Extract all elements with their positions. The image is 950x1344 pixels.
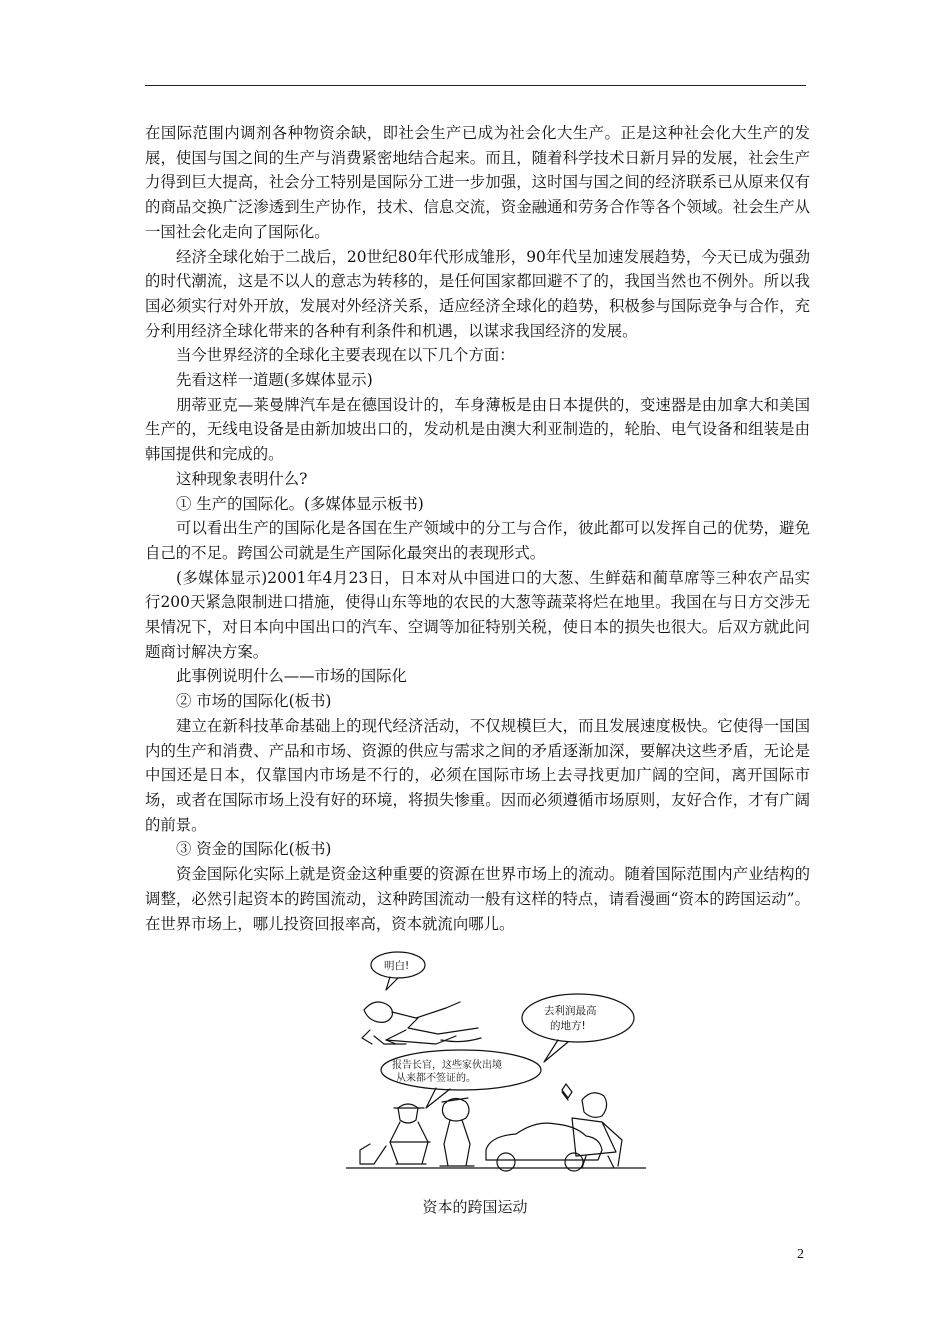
businessman-figure [562, 1084, 616, 1156]
section-heading: ② 市场的国际化(板书) [176, 692, 332, 711]
page-number: 2 [797, 1247, 804, 1262]
body-text [145, 121, 810, 936]
car-figure [486, 1123, 602, 1160]
flying-figure [364, 1002, 392, 1022]
man-figure [440, 1098, 474, 1166]
figure-caption: 资本的跨国运动 [422, 1198, 528, 1216]
paragraph: 这种现象表明什么? [176, 469, 308, 488]
paragraph: 经济全球化始于二战后，20世纪80年代形成雏形，90年代呈加速发展趋势，今天已成为强劲的时代潮流，这是不以人的意志为转移的，是任何国家都回避不了的，我国当然也不例外。所以我国必须实行对外开放，发展对外经济关系，适应经济全球化的趋势，积极参与国际竞争与合作，充分利用经济全球化带来的各种有利条件和机遇，以谋求我国经济的发展。 [145, 247, 810, 340]
speech-bubble [522, 994, 634, 1042]
header-rule [145, 85, 806, 86]
cartoon-illustration [346, 950, 646, 1178]
bubble-text: 去利润最高 [544, 1005, 597, 1017]
bubble-text: 明白! [384, 960, 410, 972]
paragraph: 可以看出生产的国际化是各国在生产领域中的分工与合作，彼此都可以发挥自己的优势，避免自己的不足。跨国公司就是生产国际化最突出的表现形式。 [145, 519, 810, 562]
soldier-figure [390, 1104, 430, 1164]
bubble-text: 报告长官，这些家伙出境 [392, 1060, 502, 1071]
paragraph: 当今世界经济的全球化主要表现在以下几个方面： [176, 346, 515, 365]
paragraph: 朋蒂亚克—莱曼牌汽车是在德国设计的，车身薄板是由日本提供的，变速器是由加拿大和美国生产的，无线电设备是由新加坡出口的，发动机是由澳大利亚制造的，轮胎、电气设备和组装是由韩国提供和完成的。 [145, 395, 810, 464]
bubble-text: 的地方! [550, 1020, 586, 1032]
section-heading: ③ 资金的国际化(板书) [176, 840, 332, 859]
paragraph: 此事例说明什么——市场的国际化 [176, 667, 407, 686]
section-heading: ① 生产的国际化。(多媒体显示板书) [176, 494, 424, 513]
paragraph: 资金国际化实际上就是资金这种重要的资源在世界市场上的流动。随着国际范围内产业结构的调整，必然引起资本的跨国流动，这种跨国流动一般有这样的特点，请看漫画“资本的跨国运动”。在世界市场上，哪儿投资回报率高，资本就流向哪儿。 [145, 865, 810, 933]
paragraph: (多媒体显示)2001年4月23日，日本对从中国进口的大葱、生鲜菇和蔺草席等三种农产品实行200天紧急限制进口措施，使得山东等地的农民的大葱等蔬菜将烂在地里。我国在与日方交涉无果情况下，对日本向中国出口的汽车、空调等加征特别关税，使日本的损失也很大。后双方就此问题商讨解决方案。 [145, 568, 810, 661]
paragraph: 在国际范围内调剂各种物资余缺，即社会生产已成为社会化大生产。正是这种社会化大生产的发展，使国与国之间的生产与消费紧密地结合起来。而且，随着科学技术日新月异的发展，社会生产力得到巨大提高，社会分工特别是国际分工进一步加强，这时国与国之间的经济联系已从原来仅有的商品交换广泛渗透到生产协作，技术、信息交流，资金融通和劳务合作等各个领域。社会生产从一国社会化走向了国际化。 [145, 124, 810, 241]
paragraph: 先看这样一道题(多媒体显示) [176, 371, 373, 390]
paragraph: 建立在新科技革命基础上的现代经济活动，不仅规模巨大，而且发展速度极快。它使得一国国内的生产和消费、产品和市场、资源的供应与需求之间的矛盾逐渐加深，要解决这些矛盾，无论是中国还是日本，仅靠国内市场是不行的，必须在国际市场上去寻找更加广阔的空间，离开国际市场，或者在国际市场上没有好的环境，将损失惨重。因而必须遵循市场原则，友好合作，才有广阔的前景。 [145, 716, 810, 834]
bubble-text: 从来都不签证的。 [396, 1073, 476, 1084]
